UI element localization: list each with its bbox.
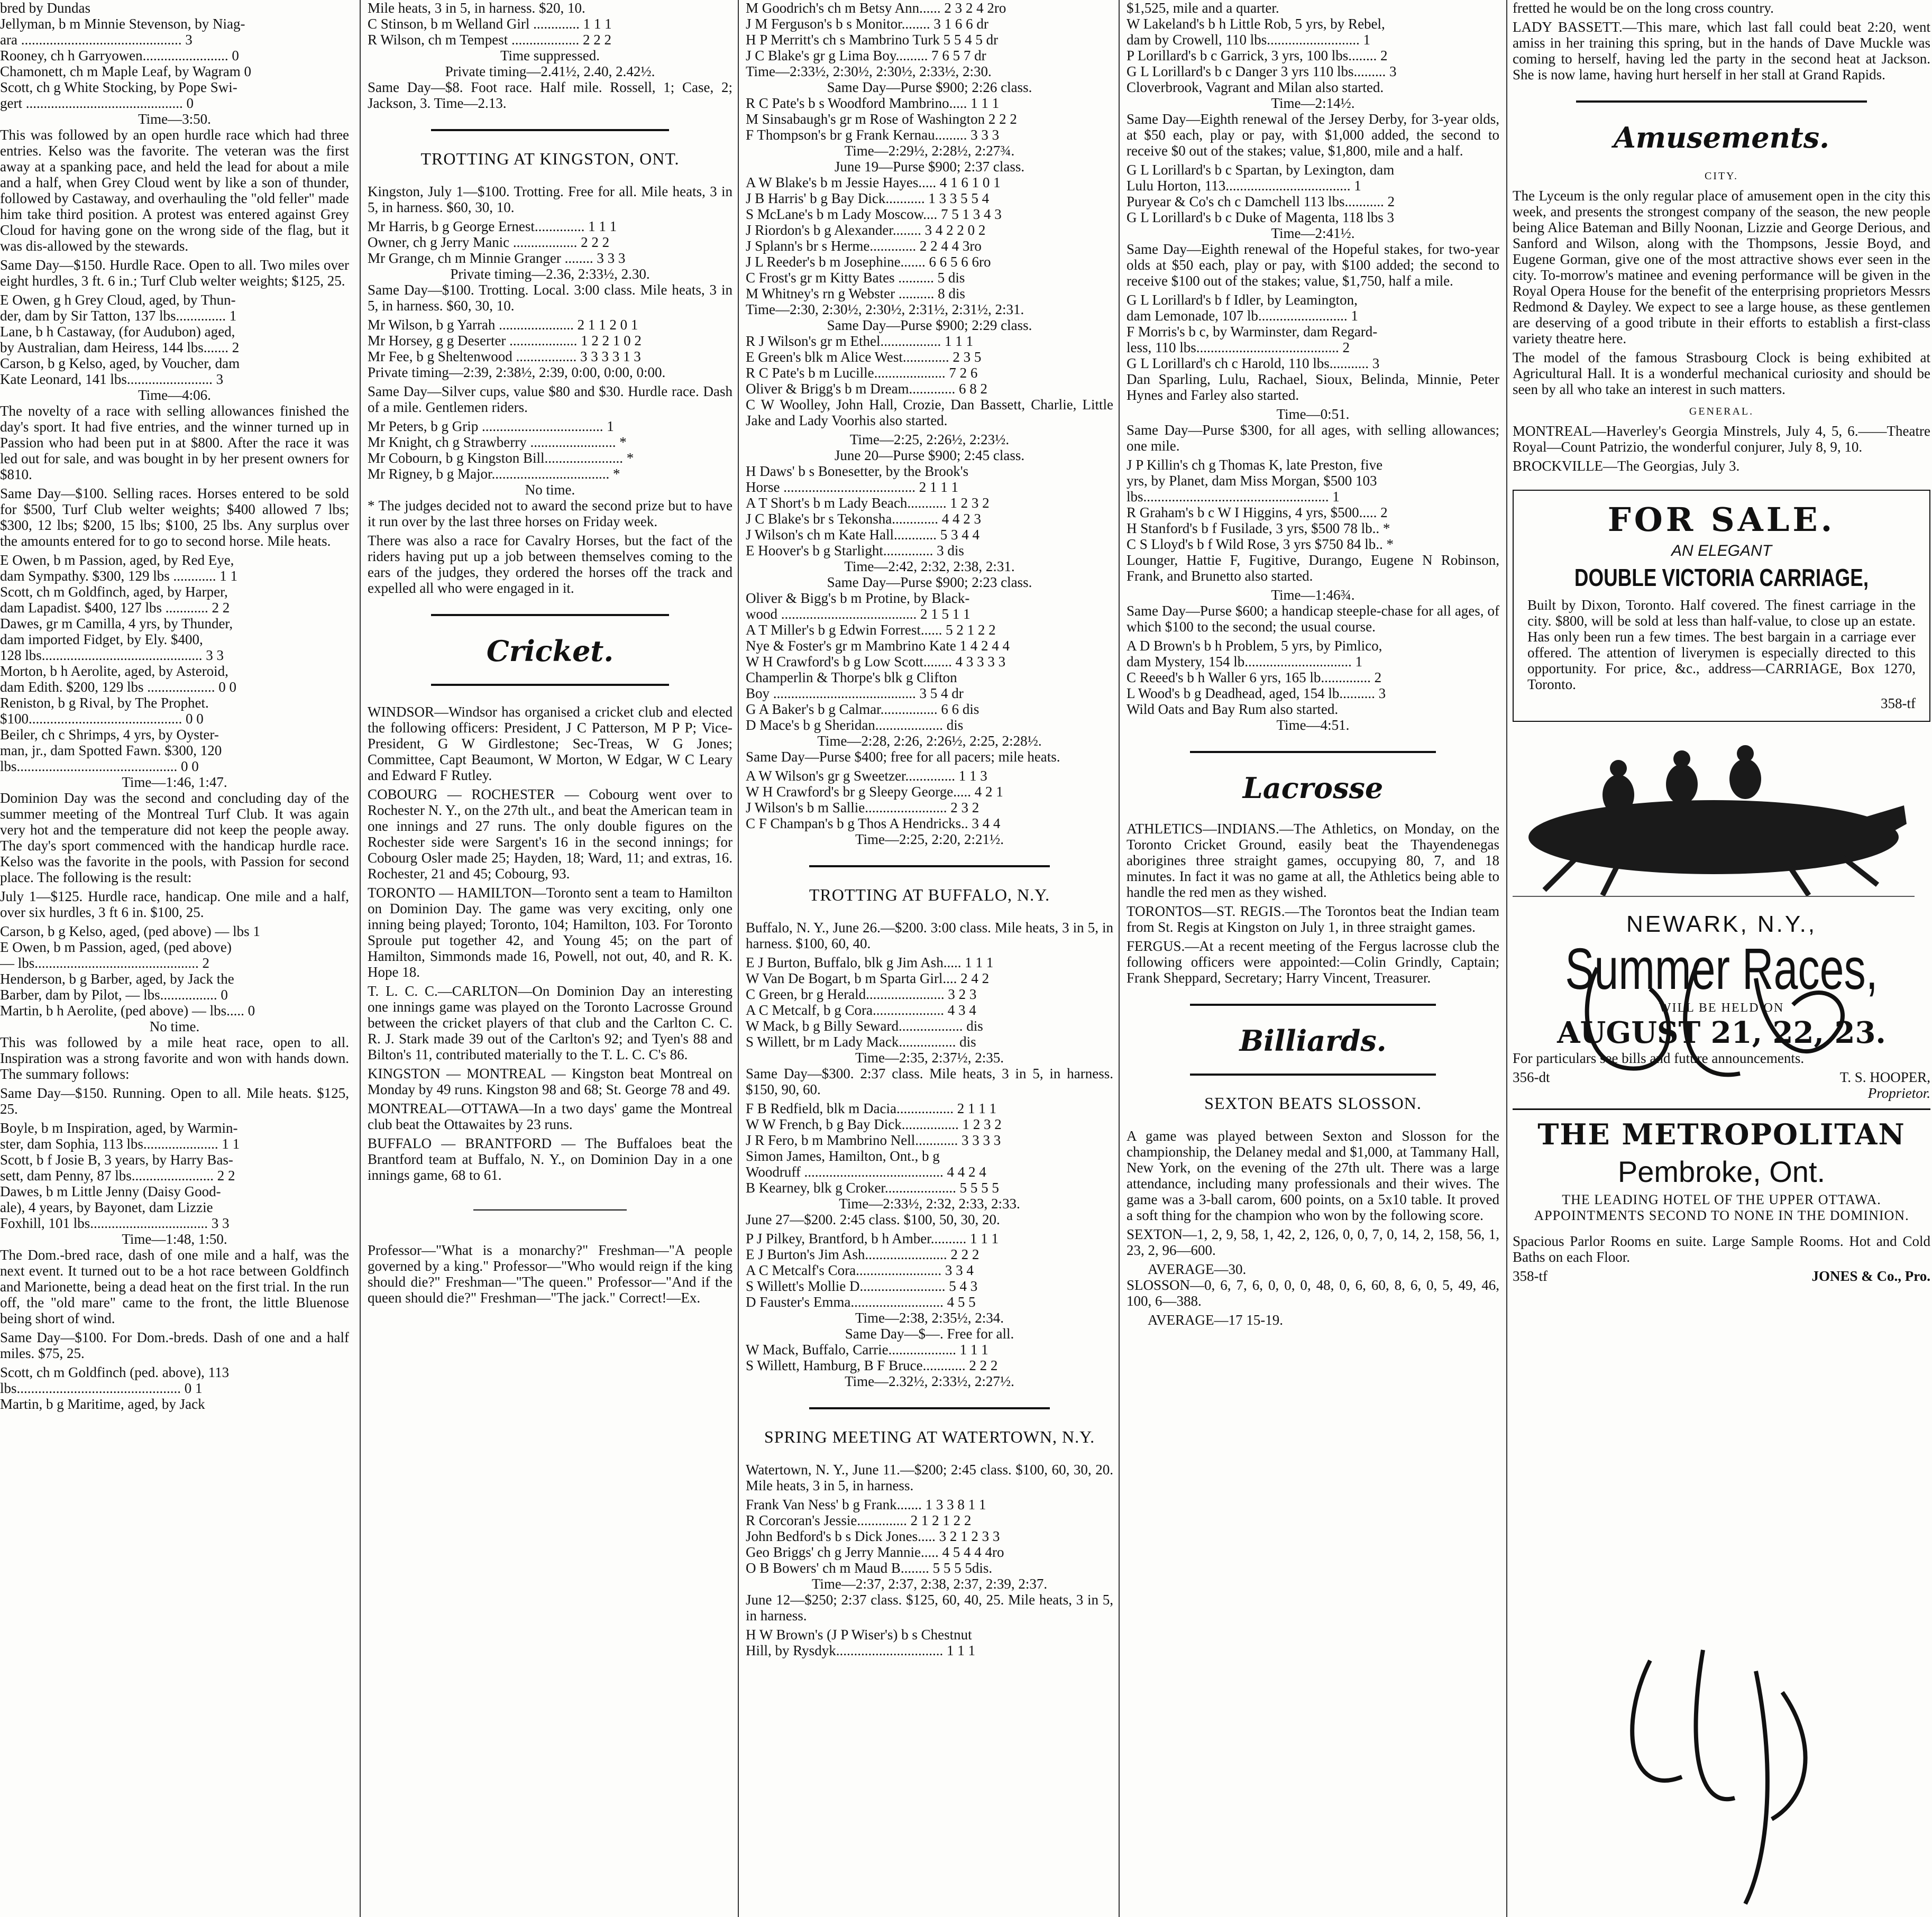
text-line: J B Harris' b g Bay Dick........... 1 3 3 5 5 4 — [746, 190, 990, 206]
text-line: Oliver & Brigg's b m Dream............. 6 8 2 — [746, 381, 988, 397]
paragraph: Same Day—Eighth renewal of the Jersey Derby, for 3-year olds, at $50 each, play or pay, with $1,000 added, the second to receive $0 out of the stakes; value, $1,800, mile and a half. — [1127, 111, 1499, 159]
centered-line: Private timing—2.36, 2:33½, 2.30. — [450, 266, 650, 282]
text-line: R J Wilson's gr m Ethel................. 1 1 1 — [746, 333, 974, 349]
paragraph: Same Day—Purse $400; free for all pacers; mile heats. — [746, 749, 1060, 765]
text-line: E Owen, b m Passion, aged, by Red Eye, — [0, 552, 234, 568]
text-line: Horse ..................................... 2 1 1 1 — [746, 479, 958, 495]
rule — [1576, 100, 1867, 103]
paragraph: WINDSOR—Windsor has organised a cricket club and elected the following officers: President, J C Patterson, M P P; Vice-President, G W Girdlestone; Sec-Treas, W G Jones; Committee, Capt Beaumont, W Morton, W Edgar, W C Leary and Edward F Rutley. — [368, 704, 732, 783]
text-line: H Stanford's b f Fusilade, 3 yrs, $500 78 lb.. * — [1127, 520, 1390, 536]
text-line: gert ............................................ 0 — [0, 95, 194, 111]
newark-signature: T. S. HOOPER, — [1839, 1069, 1930, 1085]
text-line: dam Lemonade, 107 lb......................... 1 — [1127, 308, 1358, 324]
column-2 — [368, 0, 732, 1917]
text-line: Mr Fee, b g Sheltenwood ................. 3 3 3 3 1 3 — [368, 348, 641, 364]
text-line: P J Pilkey, Brantford, b h Amber.......... 1 1 1 — [746, 1231, 999, 1246]
text-line: J Splann's br s Herme............. 2 2 4 4 3ro — [746, 238, 982, 254]
metropolitan-signature: JONES & Co., Pro. — [1811, 1268, 1930, 1284]
text-line: Mr Peters, b g Grip .................................. 1 — [368, 418, 614, 434]
centered-line: Time—2:41½. — [1271, 225, 1355, 241]
amusements-body — [1513, 188, 1930, 397]
amusements-general-body — [1513, 423, 1930, 474]
text-line: A T Short's b m Lady Beach........... 1 2 3 2 — [746, 495, 990, 511]
paragraph: This was followed by an open hurdle race which had three entries. Kelso was the favorite. The veteran was the first away at a spanking pace, and held the lead for about a mile and a half, when Grey Cloud went by like a son of thunder, followed by Castaway, and overhauling the "old feller" made him take third position. A protest was entered against Grey Cloud for having gone on the wrong side of the flag, but it was dis-allowed by the stewards. — [0, 127, 349, 254]
text-line: sett, dam Penny, 87 lbs....................... 2 2 — [0, 1168, 235, 1184]
text-line: C Frost's gr m Kitty Bates .......... 5 dis — [746, 270, 965, 286]
text-line: lbs............................................. 0 0 — [0, 758, 199, 774]
text-line: — lbs.............................................. 2 — [0, 955, 210, 971]
text-line: A T Miller's b g Edwin Forrest...... 5 2 1 2 2 — [746, 622, 996, 638]
centered-line: Time—2.32½, 2:33½, 2:27½. — [845, 1373, 1014, 1389]
column-5 — [1513, 0, 1930, 1917]
lacrosse-body — [1127, 821, 1499, 986]
amusements-general-label: GENERAL. — [1689, 406, 1754, 417]
text-line: Boy ........................................ 3 5 4 dr — [746, 685, 964, 701]
text-line: J Wilson's ch m Kate Hall............ 5 3 4 4 — [746, 527, 979, 543]
text-line: B Kearney, blk g Croker.................... 5 5 5 5 — [746, 1180, 999, 1196]
rule — [431, 684, 669, 686]
text-line: H Daws' b s Bonesetter, by the Brook's — [746, 463, 969, 479]
metropolitan-code: 358-tf — [1513, 1268, 1548, 1284]
column-1 — [0, 0, 349, 1917]
centered-line: Time—2:38, 2:35½, 2:34. — [855, 1310, 1004, 1326]
text-line: W Mack, Buffalo, Carrie................... 1 1 1 — [746, 1342, 988, 1358]
column-rule-3 — [1119, 0, 1120, 1917]
paragraph: Buffalo, N. Y., June 26.—$200. 3:00 class. Mile heats, 3 in 5, in harness. $100, 60, 40. — [746, 920, 1113, 951]
text-line: C S Lloyd's b f Wild Rose, 3 yrs $750 84 lb.. * — [1127, 536, 1394, 552]
text-line: W H Crawford's b g Low Scott........ 4 3 3 3 3 — [746, 654, 1006, 669]
paragraph: Watertown, N. Y., June 11.—$200; 2:45 class. $100, 60, 30, 20. Mile heats, 3 in 5, in harness. — [746, 1462, 1113, 1493]
centered-line: Time—3:50. — [138, 111, 211, 127]
col1-body — [0, 0, 349, 1412]
text-line: A C Metcalf, b g Cora.................... 4 3 4 — [746, 1002, 976, 1018]
newark-code: 356-dt — [1513, 1069, 1550, 1085]
for-sale-code: 358-tf — [1881, 695, 1916, 711]
text-line: der, dam by Sir Tatton, 137 lbs.............. 1 — [0, 308, 237, 324]
text-line: Champerlin & Thorpe's blk g Clifton — [746, 669, 957, 685]
rule — [809, 1407, 1050, 1409]
text-line: man, jr., dam Spotted Fawn. $300, 120 — [0, 742, 222, 758]
centered-line: Time—2:28, 2:26, 2:26½, 2:25, 2:28½. — [817, 733, 1042, 749]
text-line: Morton, b h Aerolite, aged, by Asteroid, — [0, 663, 228, 679]
centered-line: Time—2:35, 2:37½, 2:35. — [855, 1050, 1004, 1066]
paragraph: C W Woolley, John Hall, Crozie, Dan Bassett, Charlie, Little Jake and Lady Voorhis also started. — [746, 397, 1113, 428]
paragraph: The novelty of a race with selling allowances finished the day's sport. It had five entries, and the winner turned up in Passion who had been put in at $800. After the race it was led out for sale, and was bought in by her present owners for $810. — [0, 403, 349, 482]
text-line: Geo Briggs' ch g Jerry Mannie..... 4 5 4 4 4ro — [746, 1544, 1004, 1560]
text-line: R C Pate's b m Lucille.................... 7 2 6 — [746, 365, 978, 381]
text-line: Mr Horsey, g g Deserter ................... 1 2 2 1 0 2 — [368, 333, 642, 348]
text-line: Wild Oats and Bay Rum also started. — [1127, 701, 1339, 717]
paragraph: Same Day—Eighth renewal of the Hopeful stakes, for two-year olds at $50 each, play or pay, with $100 added; the second to receive $100 out of the stakes; value, $1,750, half a mile. — [1127, 241, 1499, 289]
text-line: M Goodrich's ch m Betsy Ann...... 2 3 2 4 2ro — [746, 0, 1006, 16]
text-line: Rooney, ch h Garryowen........................ 0 — [0, 48, 239, 63]
text-line: W Lakeland's b h Little Rob, 5 yrs, by Rebel, — [1127, 16, 1385, 32]
centered-line: Time—2:37, 2:37, 2:38, 2:37, 2:39, 2:37. — [811, 1576, 1048, 1592]
text-line: AVERAGE—17 15-19. — [1148, 1312, 1283, 1328]
text-line: Carson, b g Kelso, aged, by Voucher, dam — [0, 355, 240, 371]
text-line: Simon James, Hamilton, Ont., b g — [746, 1148, 940, 1164]
centered-line: Time—2:25, 2:20, 2:21½. — [855, 831, 1004, 847]
text-line: Henderson, b g Barber, aged, by Jack the — [0, 971, 234, 987]
paragraph: June 27—$200. 2:45 class. $100, 50, 30, 20. — [746, 1212, 1000, 1227]
for-sale-ad — [1513, 490, 1930, 722]
rule — [431, 129, 669, 131]
buffalo-heading: TROTTING AT BUFFALO, N.Y. — [809, 885, 1050, 904]
paragraph: A game was played between Sexton and Slosson for the championship, the Delaney medal and $1,000, at Tammany Hall, New York, on the evening of the 27th ult. There was a large attendance, including many professionals and their wives. The game was a 3-ball carom, 600 points, on a 5x10 table. It proved a soft thing for the champion who won by the following score. — [1127, 1128, 1499, 1223]
text-line: ale), 4 years, by Bayonet, dam Lizzie — [0, 1199, 213, 1215]
text-line: Lane, b h Castaway, (for Audubon) aged, — [0, 324, 235, 340]
paragraph: July 1—$125. Hurdle race, handicap. One mile and a half, over six hurdles, 3 ft 6 in. $100, 25. — [0, 888, 349, 920]
paragraph: Same Day—$8. Foot race. Half mile. Rossell, 1; Case, 2; Jackson, 3. Time—2.13. — [368, 79, 732, 111]
paragraph: BROCKVILLE—The Georgias, July 3. — [1513, 458, 1740, 474]
text-line: Beiler, ch c Shrimps, 4 yrs, by Oyster- — [0, 727, 219, 742]
text-line: Dawes, gr m Camilla, 4 yrs, by Thunder, — [0, 616, 233, 631]
text-line: D Mace's b g Sheridan................... dis — [746, 717, 964, 733]
text-line: F B Redfield, blk m Dacia................ 2 1 1 1 — [746, 1100, 996, 1116]
text-line: Reniston, b g Rival, by The Prophet. — [0, 695, 209, 711]
col4-top — [1127, 0, 1499, 733]
newark-particulars: For particulars see bills and future announcements. — [1513, 1050, 1805, 1066]
paragraph: June 12—$250; 2:37 class. $125, 60, 40, 25. Mile heats, 3 in 5, in harness. — [746, 1592, 1113, 1624]
centered-line: Same Day—Purse $900; 2:23 class. — [827, 574, 1032, 590]
text-line: S Willett, Hamburg, B F Bruce............ 2 2 2 — [746, 1358, 998, 1373]
col5-top — [1513, 0, 1930, 82]
text-line: dam Lapadist. $400, 127 lbs ............ 2 2 — [0, 600, 230, 616]
paragraph: SEXTON—1, 2, 9, 58, 1, 42, 2, 126, 0, 0, 7, 0, 14, 2, 158, 56, 1, 23, 2, 96—600. — [1127, 1226, 1499, 1258]
paragraph: Private timing—2:39, 2:38½, 2:39, 0:00, 0:00, 0:00. — [368, 364, 666, 380]
text-line: Mr Harris, b g George Ernest.............. 1 1 1 — [368, 218, 617, 234]
paragraph: Same Day—Purse $600; a handicap steeple-chase for all ages, of which $100 to the second; the usual course. — [1127, 603, 1499, 635]
text-line: W Mack, b g Billy Seward.................. dis — [746, 1018, 983, 1034]
text-line: R C Pate's b s Woodford Mambrino..... 1 1 1 — [746, 95, 1000, 111]
text-line: Kate Leonard, 141 lbs........................ 3 — [0, 371, 224, 387]
text-line: Mr Wilson, b g Yarrah ..................... 2 1 1 2 0 1 — [368, 317, 638, 333]
paragraph: The Dom.-bred race, dash of one mile and a half, was the next event. It turned out to be a hot race between Goldfinch and Marionette, being a dead heat on the first trial. In the run off, the "old mare" came to the front, the little Bluenose being short of wind. — [0, 1247, 349, 1326]
text-line: E Owen, g h Grey Cloud, aged, by Thun- — [0, 292, 236, 308]
text-line: John Bedford's b s Dick Jones..... 3 2 1 2 3 3 — [746, 1528, 1000, 1544]
text-line: lbs.................................................... 1 — [1127, 489, 1340, 505]
text-line: J P Killin's ch g Thomas K, late Preston, five — [1127, 457, 1383, 473]
text-line: C Green, br g Herald...................... 3 2 3 — [746, 986, 977, 1002]
paragraph: MONTREAL—Haverley's Georgia Minstrels, July 4, 5, 6.——Theatre Royal—Count Patrizio, the wonderful conjurer, July 8, 9, 10. — [1513, 423, 1930, 455]
text-line: Nye & Foster's gr m Mambrino Kate 1 4 2 4 4 — [746, 638, 1010, 654]
rule — [1190, 1004, 1436, 1006]
paragraph: Same Day—$300. 2:37 class. Mile heats, 3 in 5, in harness. $150, 90, 60. — [746, 1066, 1113, 1097]
text-line: J C Blake's gr g Lima Boy......... 7 6 5 7 dr — [746, 48, 986, 63]
centered-line: Time—4:51. — [1276, 717, 1350, 733]
for-sale-title: FOR SALE. — [1607, 500, 1836, 539]
text-line: dam Sympathy. $300, 129 lbs ............ 1 1 — [0, 568, 237, 584]
metropolitan-location: Pembroke, Ont. — [1617, 1155, 1826, 1188]
kingston-heading: TROTTING AT KINGSTON, ONT. — [420, 149, 680, 168]
watertown-body — [746, 1462, 1113, 1658]
centered-line: No time. — [525, 482, 575, 498]
text-line: Time—2:33½, 2:30½, 2:30½, 2:33½, 2:30. — [746, 63, 992, 79]
text-line: Scott, ch m Goldfinch, aged, by Harper, — [0, 584, 228, 600]
text-line: Frank Van Ness' b g Frank....... 1 3 3 8 1 1 — [746, 1497, 986, 1512]
paragraph: ATHLETICS—INDIANS.—The Athletics, on Monday, on the Toronto Cricket Ground, easily beat the Thayendenegas aborigines three straight games, occupying 80, 7, and 18 minutes. In fact it was no game at all, the Athletics being able to handle the red men as they wished. — [1127, 821, 1499, 900]
centered-line: Time—2:33½, 2:32, 2:33, 2:33. — [839, 1196, 1020, 1212]
metropolitan-title: THE METROPOLITAN — [1537, 1117, 1906, 1151]
rule — [1513, 1108, 1930, 1110]
text-line: F Morris's b c, by Warminster, dam Regard- — [1127, 324, 1378, 340]
rule — [473, 1209, 627, 1210]
text-line: yrs, by Planet, dam Miss Morgan, $500 103 — [1127, 473, 1377, 489]
text-line: Chamonett, ch m Maple Leaf, by Wagram 0 — [0, 63, 251, 79]
text-line: ster, dam Sophia, 113 lbs..................... 1 1 — [0, 1136, 240, 1152]
text-line: O B Bowers' ch m Maud B........ 5 5 5 5dis. — [746, 1560, 993, 1576]
text-line: A W Blake's b m Jessie Hayes..... 4 1 6 1 0 1 — [746, 175, 1001, 190]
text-line: C F Champan's b g Thos A Hendricks.. 3 4 4 — [746, 815, 1001, 831]
text-line: Puryear & Co's ch c Damchell 113 lbs........... 2 — [1127, 194, 1395, 209]
paragraph: TORONTO — HAMILTON—Toronto sent a team to Hamilton on Dominion Day. The game was very exciting, only one inning being played; Toronto, 104; Hamilton, 103. For Toronto Sproule put together 42, and Young 45; on the part of Hamilton, Simmonds made 16, Powell, not out, 40, and R. K. Hope 18. — [368, 885, 732, 980]
text-line: G L Lorillard's b c Duke of Magenta, 118 lbs 3 — [1127, 209, 1394, 225]
text-line: E Hoover's b g Starlight.............. 3 dis — [746, 543, 964, 558]
text-line: R Corcoran's Jessie.............. 2 1 2 1 2 2 — [746, 1512, 972, 1528]
text-line: Carson, b g Kelso, aged, (ped above) — lbs 1 — [0, 923, 260, 939]
text-line: Lulu Horton, 113................................... 1 — [1127, 178, 1361, 194]
newark-held: WILL BE HELD ON — [1659, 1001, 1784, 1015]
for-sale-body: Built by Dixon, Toronto. Half covered. The finest carriage in the city. $800, will be sold at less than half-value, to close up an estate. Has only been run a few times. The best bargain in a carriage ever offered. The attention of liverymen is especially directed to this opportunity. For price, &c., address—CARRIAGE, Box 1270, Toronto. — [1527, 597, 1916, 692]
text-line: R Graham's b c W I Higgins, 4 yrs, $500..... 2 — [1127, 505, 1388, 520]
text-line: C Stinson, b m Welland Girl ............. 1 1 1 — [368, 16, 612, 32]
paragraph: COBOURG — ROCHESTER — Cobourg went over to Rochester N. Y., on the 27th ult., and beat the American team in one innings and 27 runs. The only double figures on the Rochester side were Sargent's 16 in the second innings; for Cobourg Osler made 25; Hayden, 18; Ward, 11; and extras, 16. Rochester, 21 and 45; Cobourg, 93. — [368, 786, 732, 882]
paragraph: Same Day—$150. Hurdle Race. Open to all. Two miles over eight hurdles, 3 ft. 6 in.; Turf Club welter weights; $125, 25. — [0, 257, 349, 289]
centered-line: Time—2:25, 2:26½, 2:23½. — [849, 432, 1010, 447]
paragraph: T. L. C. C.—CARLTON—On Dominion Day an interesting one innings game was played on the Toronto Lacrosse Ground between the cricket players of that club and the Carlton C. C. R. J. Stark made 39 out of the Carlton's 92; and Tyen's 88 and Bilton's 11, contributed materially to the T. L. C. C's 86. — [368, 983, 732, 1062]
paragraph: Same Day—Purse $300, for all ages, with selling allowances; one mile. — [1127, 422, 1499, 454]
column-3 — [746, 0, 1113, 1917]
centered-line: June 20—Purse $900; 2:45 class. — [834, 447, 1025, 463]
text-line: E J Burton's Jim Ash....................... 2 2 2 — [746, 1246, 979, 1262]
amusements-city-label: CITY. — [1704, 170, 1739, 182]
text-line: dam by Crowell, 110 lbs.......................... 1 — [1127, 32, 1370, 48]
text-line: M Sinsabaugh's gr m Rose of Washington 2 2 2 — [746, 111, 1017, 127]
centered-line: Time—2:42, 2:32, 2:38, 2:31. — [844, 558, 1015, 574]
paragraph: Same Day—$100. Trotting. Local. 3:00 class. Mile heats, 3 in 5, in harness. $60, 30, 10. — [368, 282, 732, 314]
paragraph: This was followed by a mile heat race, open to all. Inspiration was a strong favorite and won with hands down. The summary follows: — [0, 1034, 349, 1082]
text-line: J L Reeder's b m Josephine....... 6 6 5 6 6ro — [746, 254, 991, 270]
metropolitan-tagline: THE LEADING HOTEL OF THE UPPER OTTAWA. APPOINTMENTS SECOND TO NONE IN THE DOMINION. — [1534, 1192, 1909, 1223]
paragraph: Same Day—$150. Running. Open to all. Mile heats. $125, 25. — [0, 1085, 349, 1117]
text-line: J R Fero, b m Mambrino Nell............ 3 3 3 3 — [746, 1132, 1001, 1148]
text-line: Martin, b g Maritime, aged, by Jack — [0, 1396, 205, 1412]
text-line: S Willett's Mollie D........................ 5 4 3 — [746, 1278, 978, 1294]
metropolitan-ad — [1513, 1117, 1930, 1284]
centered-line: Same Day—$—. Free for all. — [845, 1326, 1014, 1342]
text-line: Dawes, b m Little Jenny (Daisy Good- — [0, 1184, 221, 1199]
paragraph: There was also a race for Cavalry Horses, but the fact of the riders having put up a job between themselves coming to the ears of the judges, they ordered the horses off the track and expelled all who were engaged in it. — [368, 533, 732, 596]
text-line: G L Lorillard's b c Danger 3 yrs 110 lbs......... 3 — [1127, 63, 1397, 79]
column-rule-2 — [738, 0, 739, 1917]
text-line: W H Crawford's br g Sleepy George..... 4 2 1 — [746, 784, 1003, 800]
text-line: E Owen, b m Passion, aged, (ped above) — [0, 939, 232, 955]
newark-ad — [1513, 911, 1930, 1101]
paragraph: Dan Sparling, Lulu, Rachael, Sioux, Belinda, Minnie, Peter Hynes and Farley also started. — [1127, 371, 1499, 403]
text-line: Mr Grange, ch m Minnie Granger ........ 3 3 3 — [368, 250, 626, 266]
paragraph: fretted he would be on the long cross country. — [1513, 0, 1774, 16]
text-line: Scott, ch g White Stocking, by Pope Swi- — [0, 79, 237, 95]
text-line: E Green's blk m Alice West............. 2 3 5 — [746, 349, 982, 365]
newark-proprietor: Proprietor. — [1867, 1085, 1930, 1101]
paragraph: Same Day—$100. Selling races. Horses entered to be sold for $500, Turf Club welter weights; $400 allowed 7 lbs; $300, 12 lbs; $200, 15 lbs; $100, 25 lbs. Any surplus over the amounts entered for to go to second horse. Mile heats. — [0, 485, 349, 549]
text-line: Hill, by Rysdyk.............................. 1 1 1 — [746, 1643, 975, 1658]
billiards-subheading: SEXTON BEATS SLOSSON. — [1204, 1094, 1422, 1113]
paragraph: MONTREAL—OTTAWA—In a two days' game the Montreal club beat the Ottawaites by 23 runs. — [368, 1100, 732, 1132]
text-line: R Wilson, ch m Tempest ................... 2 2 2 — [368, 32, 612, 48]
billiards-body — [1127, 1128, 1499, 1328]
text-line: J Wilson's b m Sallie....................... 2 3 2 — [746, 800, 979, 815]
text-line: Mile heats, 3 in 5, in harness. $20, 10. — [368, 0, 585, 16]
centered-line: Time—0:51. — [1276, 406, 1350, 422]
joke-body — [368, 1242, 732, 1306]
text-line: Owner, ch g Jerry Manic .................. 2 2 2 — [368, 234, 610, 250]
text-line: J M Ferguson's b s Monitor........ 3 1 6 6 dr — [746, 16, 988, 32]
text-line: ara ............................................. 3 — [0, 32, 193, 48]
newark-location: NEWARK, N.Y., — [1626, 911, 1817, 937]
text-line: Mr Knight, ch g Strawberry ........................ * — [368, 434, 627, 450]
centered-line: Time—1:46¾. — [1271, 587, 1355, 603]
paragraph: Dominion Day was the second and concluding day of the summer meeting of the Montreal Turf Club. It was again very hot and the temperature did not keep the people away. The day's sport commenced with the handicap hurdle race. Kelso was the favorite in the pools, with Passion for second place. The following is the result: — [0, 790, 349, 885]
text-line: J Riordon's b g Alexander........ 3 4 2 2 0 2 — [746, 222, 986, 238]
text-line: G A Baker's b g Calmar................ 6 6 dis — [746, 701, 979, 717]
text-line: AVERAGE—30. — [1148, 1261, 1247, 1277]
text-line: E J Burton, Buffalo, blk g Jim Ash..... 1 1 1 — [746, 955, 994, 970]
text-line: G L Lorillard's b c Spartan, by Lexington, dam — [1127, 162, 1395, 178]
for-sale-line1: AN ELEGANT — [1671, 542, 1772, 559]
lacrosse-heading: Lacrosse — [1242, 771, 1384, 805]
rule — [431, 614, 669, 616]
text-line: wood ...................................... 2 1 5 1 1 — [746, 606, 970, 622]
centered-line: Time suppressed. — [500, 48, 600, 63]
text-line: Martin, b h Aerolite, (ped above) — lbs..... 0 — [0, 1003, 255, 1019]
paragraph: The Lyceum is the only regular place of amusement open in the city this week, and presents the strongest company of the season, the new people being Alice Bateman and Billy Noonan, Lizzie and George Derious, and Sanford and Wilson, along with the Thompsons, Jessie Boyd, and Eugene Gorman, give one of the most attractive shows ever seen in the city. To-morrow's matinee and evening performance will be given in the Royal Opera House for the benefit of the enterprising proprietors Messrs Redmond & Dayley. We expect to see a large house, as these gentlemen are deserving of a good tribute in their efforts to establish a first-class variety theatre here. — [1513, 188, 1930, 346]
text-line: J C Blake's br s Tekonsha............. 4 4 2 3 — [746, 511, 981, 527]
cricket-heading: Cricket. — [486, 634, 614, 668]
watertown-heading: SPRING MEETING AT WATERTOWN, N.Y. — [764, 1427, 1095, 1446]
paragraph: Lounger, Hattie F, Fugitive, Durango, Eugene N Robinson, Frank, and Brunetto also started. — [1127, 552, 1499, 584]
newark-dates: AUGUST 21, 22, 23. — [1557, 1015, 1886, 1050]
kingston-body — [368, 184, 732, 596]
text-line: L Wood's b g Deadhead, aged, 154 lb.......... 3 — [1127, 685, 1386, 701]
text-line: lbs.............................................. 0 1 — [0, 1380, 203, 1396]
paragraph: FERGUS.—At a recent meeting of the Fergus lacrosse club the following officers were appointed:—Colin Grindly, Captain; Frank Sheppard, Secretary; Harry Vincent, Treasurer. — [1127, 938, 1499, 986]
paragraph: BUFFALO — BRANTFORD — The Buffaloes beat the Brantford team at Buffalo, N. Y., on Dominion Day in a one innings game, 68 to 61. — [368, 1135, 732, 1183]
text-line: C Reeed's b h Waller 6 yrs, 165 lb.............. 2 — [1127, 669, 1382, 685]
text-line: Boyle, b m Inspiration, aged, by Warmin- — [0, 1120, 238, 1136]
text-line: $100........................................... 0 0 — [0, 711, 204, 727]
text-line: W W French, b g Bay Dick................ 1 2 3 2 — [746, 1116, 1002, 1132]
centered-line: Time—1:48, 1:50. — [122, 1231, 227, 1247]
paragraph: * The judges decided not to award the second prize but to have it run over by the last three horses on Friday week. — [368, 498, 732, 529]
cricket-body — [368, 704, 732, 1183]
rule — [809, 865, 1050, 867]
text-line: Time—2:30, 2:30½, 2:30½, 2:31½, 2:31½, 2:31. — [746, 301, 1024, 317]
billiards-heading: Billiards. — [1239, 1024, 1387, 1058]
buffalo-body — [746, 920, 1113, 1389]
amusements-heading: Amusements. — [1614, 121, 1829, 154]
text-line: dam Edith. $200, 129 lbs ................... 0 0 — [0, 679, 236, 695]
column-rule-4 — [1506, 0, 1507, 1917]
text-line: Scott, b f Josie B, 3 years, by Harry Bas- — [0, 1152, 233, 1168]
text-line: M Whitney's rn g Webster .......... 8 dis — [746, 286, 965, 301]
text-line: S Willett, br m Lady Mack................ dis — [746, 1034, 976, 1050]
centered-line: Time—2:14½. — [1271, 95, 1355, 111]
text-line: D Fauster's Emma.......................... 4 5 5 — [746, 1294, 976, 1310]
text-line: $1,525, mile and a quarter. — [1127, 0, 1279, 16]
rule — [1190, 751, 1436, 753]
text-line: less, 110 lbs........................................ 2 — [1127, 340, 1350, 355]
text-line: A C Metcalf's Cora........................ 3 3 4 — [746, 1262, 974, 1278]
text-line: Woodruff ....................................... 4 4 2 4 — [746, 1164, 986, 1180]
centered-line: Time—2:29½, 2:28½, 2:27¾. — [844, 143, 1015, 159]
horse-race-image — [1513, 731, 1915, 906]
text-line: Mr Cobourn, b g Kingston Bill...................... * — [368, 450, 634, 466]
paragraph: Same Day—Silver cups, value $80 and $30. Hurdle race. Dash of a mile. Gentlemen riders. — [368, 383, 732, 415]
paragraph: Kingston, July 1—$100. Trotting. Free for all. Mile heats, 3 in 5, in harness. $60, 30, 10. — [368, 184, 732, 215]
text-line: Jellyman, b m Minnie Stevenson, by Niag- — [0, 16, 245, 32]
paragraph: SLOSSON—0, 6, 7, 6, 0, 0, 0, 48, 0, 6, 60, 8, 6, 0, 5, 49, 46, 100, 6—388. — [1127, 1277, 1499, 1309]
rule — [1190, 1074, 1436, 1076]
metropolitan-rooms: Spacious Parlor Rooms en suite. Large Sample Rooms. Hot and Cold Baths on each Floor. — [1513, 1233, 1930, 1265]
paragraph: TORONTOS—ST. REGIS.—The Torontos beat the Indian team from St. Regis at Kingston on July 1, in three straight games. — [1127, 903, 1499, 935]
text-line: Foxhill, 101 lbs................................. 3 3 — [0, 1215, 230, 1231]
text-line: by Australian, dam Heiress, 144 lbs....... 2 — [0, 340, 240, 355]
paragraph: Same Day—$100. For Dom.-breds. Dash of one and a half miles. $75, 25. — [0, 1329, 349, 1361]
paragraph: The model of the famous Strasbourg Clock is being exhibited at Agricultural Hall. It is a wonderful mechanical curiosity and should be seen by all who take an interest in such matters. — [1513, 350, 1930, 397]
centered-line: Same Day—Purse $900; 2:26 class. — [827, 79, 1032, 95]
horse-race-engraving — [1513, 731, 1930, 906]
text-line: dam imported Fidget, by Ely. $400, — [0, 631, 203, 647]
column-4 — [1127, 0, 1499, 1917]
text-line: F Thompson's br g Frank Kernau......... 3 3 3 — [746, 127, 1000, 143]
paragraph: LADY BASSETT.—This mare, which last fall could beat 2:20, went amiss in her training this spring, but in the hands of Dave Muckle was coming to herself, having led the party in the second heat at Jackson. She is now lame, having hurt herself in her stall at Grand Rapids. — [1513, 19, 1930, 82]
text-line: W Van De Bogart, b m Sparta Girl.... 2 4 2 — [746, 970, 990, 986]
centered-line: Private timing—2.41½, 2.40, 2.42½. — [445, 63, 655, 79]
text-line: H W Brown's (J P Wiser's) b s Chestnut — [746, 1627, 972, 1643]
text-line: A W Wilson's gr g Sweetzer.............. 1 1 3 — [746, 768, 987, 784]
text-line: Oliver & Bigg's b m Protine, by Black- — [746, 590, 970, 606]
paragraph: Professor—"What is a monarchy?" Freshman—"A people governed by a king." Professor—"Who would reign if the king should die?" Freshman—"The queen." Professor—"And if the queen should die?" Freshman—"The jack." Correct!—Ex. — [368, 1242, 732, 1306]
text-line: A D Brown's b h Problem, 5 yrs, by Pimlico, — [1127, 638, 1382, 654]
centered-line: Same Day—Purse $900; 2:29 class. — [827, 317, 1032, 333]
text-line: bred by Dundas — [0, 0, 90, 16]
text-line: S McLane's b m Lady Moscow.... 7 5 1 3 4 3 — [746, 206, 1002, 222]
centered-line: Time—1:46, 1:47. — [122, 774, 227, 790]
paragraph: KINGSTON — MONTREAL — Kingston beat Montreal on Monday by 49 runs. Kingston 98 and 68; St. George 78 and 49. — [368, 1066, 732, 1097]
text-line: G L Lorillard's b f Idler, by Leamington, — [1127, 292, 1358, 308]
centered-line: Time—4:06. — [138, 387, 211, 403]
column-rule-1 — [360, 0, 361, 1917]
for-sale-line2: DOUBLE VICTORIA CARRIAGE, — [1574, 564, 1869, 591]
text-line: Barber, dam by Pilot, — lbs................ 0 — [0, 987, 228, 1003]
newark-title: Summer Races, — [1565, 937, 1878, 1002]
text-line: Scott, ch m Goldfinch (ped. above), 113 — [0, 1364, 230, 1380]
text-line: Cloverbrook, Vagrant and Milan also started. — [1127, 79, 1384, 95]
text-line: P Lorillard's b c Garrick, 3 yrs, 100 lbs........ 2 — [1127, 48, 1388, 63]
col2-top — [368, 0, 732, 111]
text-line: G L Lorillard's ch c Harold, 110 lbs........... 3 — [1127, 355, 1380, 371]
centered-line: No time. — [149, 1019, 200, 1034]
centered-line: June 19—Purse $900; 2:37 class. — [834, 159, 1025, 175]
text-line: dam Mystery, 154 lb.............................. 1 — [1127, 654, 1362, 669]
text-line: 128 lbs............................................. 3 3 — [0, 647, 224, 663]
text-line: H P Merritt's ch s Mambrino Turk 5 5 4 5 dr — [746, 32, 999, 48]
col3-top — [746, 0, 1113, 847]
text-line: Mr Rigney, b g Major................................. * — [368, 466, 620, 482]
